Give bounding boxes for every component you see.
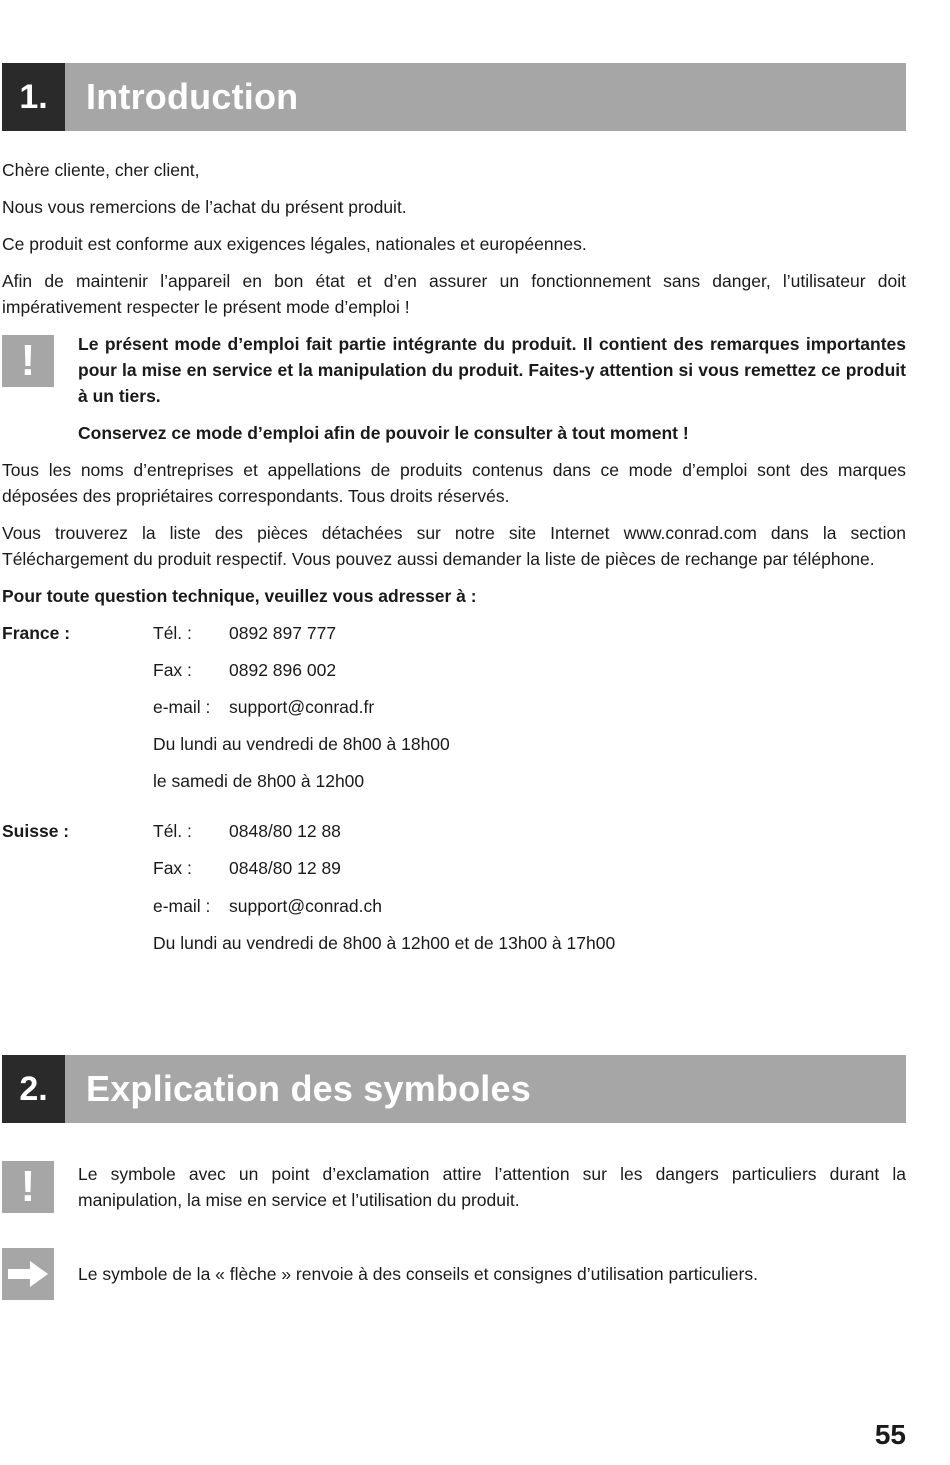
contact-france-hours-weekdays: Du lundi au vendredi de 8h00 à 18h00 xyxy=(153,734,450,754)
symbol-exclamation-text: Le symbole avec un point d’exclamation attire l’attention sur les dangers particuliers durant la manipulation, la mise en service et l’utilisation du produit. xyxy=(78,1164,906,1210)
contact-france-fax: 0892 896 002 xyxy=(229,660,337,680)
intro-instructions: Afin de maintenir l’appareil en bon état et d’en assurer un fonctionnement sans danger, l’utilisateur doit impérativement respecter le présent mode d’emploi ! xyxy=(2,271,906,317)
intro-spare-parts: Vous trouverez la liste des pièces détachées sur notre site Internet www.conrad.com dans la section Téléchargement du produit respectif. Vous pouvez aussi demander la liste de pièces de rechange par téléphone. xyxy=(2,523,906,569)
contact-france-country: France : xyxy=(2,623,71,643)
warning-keep-manual: Conservez ce mode d’emploi afin de pouvoir le consulter à tout moment ! xyxy=(78,423,689,443)
contact-france-tel: 0892 897 777 xyxy=(229,623,337,643)
contact-heading: Pour toute question technique, veuillez vous adresser à : xyxy=(2,586,477,606)
contact-suisse-tel-label: Tél. : xyxy=(153,821,192,841)
section-1-title: Introduction xyxy=(65,63,906,131)
section-2-title: Explication des symboles xyxy=(65,1055,906,1123)
contact-france-hours-saturday: le samedi de 8h00 à 12h00 xyxy=(153,771,365,791)
warning-text: Le présent mode d’emploi fait partie intégrante du produit. Il contient des remarques importantes pour la mise en service et la manipulation du produit. Faites-y attention si vous remettez ce produit à un tiers. xyxy=(78,334,906,406)
intro-trademarks: Tous les noms d’entreprises et appellations de produits contenus dans ce mode d’emploi sont des marques déposées des propriétaires correspondants. Tous droits réservés. xyxy=(2,460,906,506)
symbol-exclamation-box xyxy=(2,1161,54,1213)
contact-france-fax-label: Fax : xyxy=(153,660,192,680)
exclamation-icon: ! xyxy=(20,336,36,385)
contact-france-tel-label: Tél. : xyxy=(153,623,192,643)
page-number: 55 xyxy=(874,1419,906,1450)
section-1-number: 1. xyxy=(2,63,65,131)
section-2-number: 2. xyxy=(2,1055,65,1123)
contact-suisse-tel: 0848/80 12 88 xyxy=(229,821,341,841)
contact-suisse-email-label: e-mail : xyxy=(153,896,211,916)
intro-greeting: Chère cliente, cher client, xyxy=(2,160,200,180)
contact-suisse-fax-label: Fax : xyxy=(153,858,192,878)
exclamation-icon: ! xyxy=(20,1162,36,1211)
symbol-arrow-text: Le symbole de la « flèche » renvoie à des conseils et consignes d’utilisation particuliers. xyxy=(78,1264,758,1284)
contact-france-email-label: e-mail : xyxy=(153,697,211,717)
arrow-right-icon xyxy=(6,1259,50,1289)
symbol-arrow-box xyxy=(2,1248,54,1300)
section-1-header xyxy=(2,63,906,131)
contact-france-email: support@conrad.fr xyxy=(229,697,375,717)
section-2-header xyxy=(2,1055,906,1123)
intro-thanks: Nous vous remercions de l’achat du présent produit. xyxy=(2,197,407,217)
contact-suisse-country: Suisse : xyxy=(2,821,70,841)
contact-suisse-hours: Du lundi au vendredi de 8h00 à 12h00 et de 13h00 à 17h00 xyxy=(153,933,616,953)
intro-conformity: Ce produit est conforme aux exigences légales, nationales et européennes. xyxy=(2,234,587,254)
contact-suisse-email: support@conrad.ch xyxy=(229,896,382,916)
contact-suisse-fax: 0848/80 12 89 xyxy=(229,858,341,878)
warning-symbol-box xyxy=(2,335,54,387)
